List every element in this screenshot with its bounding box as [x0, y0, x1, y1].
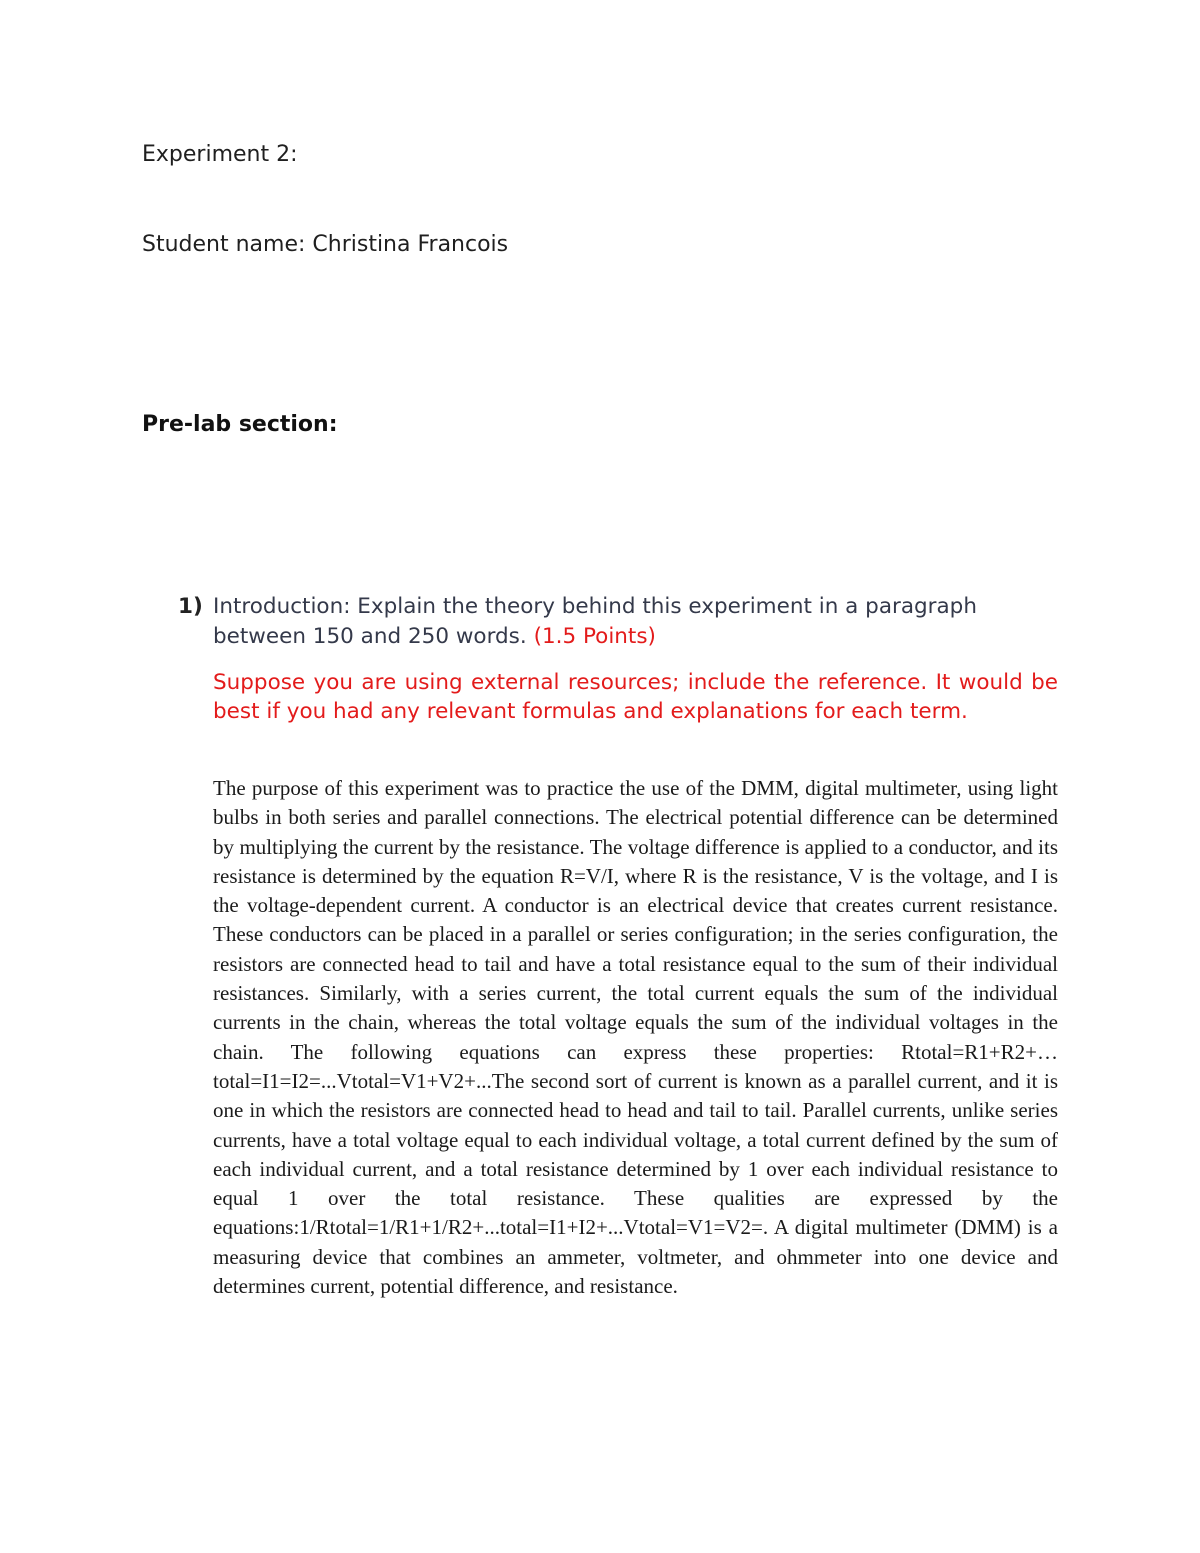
question-prompt [213, 592, 1058, 651]
question-number: 1) [178, 594, 203, 619]
question-1 [178, 592, 1058, 651]
experiment-title: Experiment 2: [142, 142, 298, 167]
instruction-note: Suppose you are using external resources; include the reference. It would be best if you had any relevant formulas and explanations for each term. [213, 670, 1058, 724]
student-name: Student name: Christina Francois [142, 232, 509, 257]
answer-paragraph: The purpose of this experiment was to practice the use of the DMM, digital multimeter, using light bulbs in both series and parallel connections. The electrical potential difference can be determined by multiplying the current by the resistance. The voltage difference is applied to a conductor, and its resistance is determined by the equation R=V/I, where R is the resistance, V is the voltage, and I is the voltage-dependent current. A conductor is an electrical device that creates current resistance. These conductors can be placed in a parallel or series configuration; in the series configuration, the resistors are connected head to tail and have a total resistance equal to the sum of their individual resistances. Similarly, with a series current, the total current equals the sum of the individual currents in the chain, whereas the total voltage equals the sum of the individual voltages in the chain. The following equations can express these properties: Rtotal=R1+R2+… total=I1=I2=...Vtotal=V1+V2+...The second sort of current is known as a parallel current, and it is one in which the resistors are connected head to head and tail to tail. Parallel currents, unlike series currents, have a total voltage equal to each individual voltage, a total current defined by the sum of each individual current, and a total resistance determined by 1 over each individual resistance to equal 1 over the total resistance. These qualities are expressed by the equations:1/Rtotal=1/R1+1/R2+...total=I1+I2+...Vtotal=V1=V2=. A digital multimeter (DMM) is a measuring device that combines an ammeter, voltmeter, and ohmmeter into one device and determines current, potential difference, and resistance. [213, 776, 1058, 1299]
prelab-heading: Pre-lab section: [142, 412, 338, 437]
question-points: (1.5 Points) [533, 623, 656, 649]
question-text: Introduction: Explain the theory behind this experiment in a paragraph between 150 and 250 words. [213, 594, 977, 649]
